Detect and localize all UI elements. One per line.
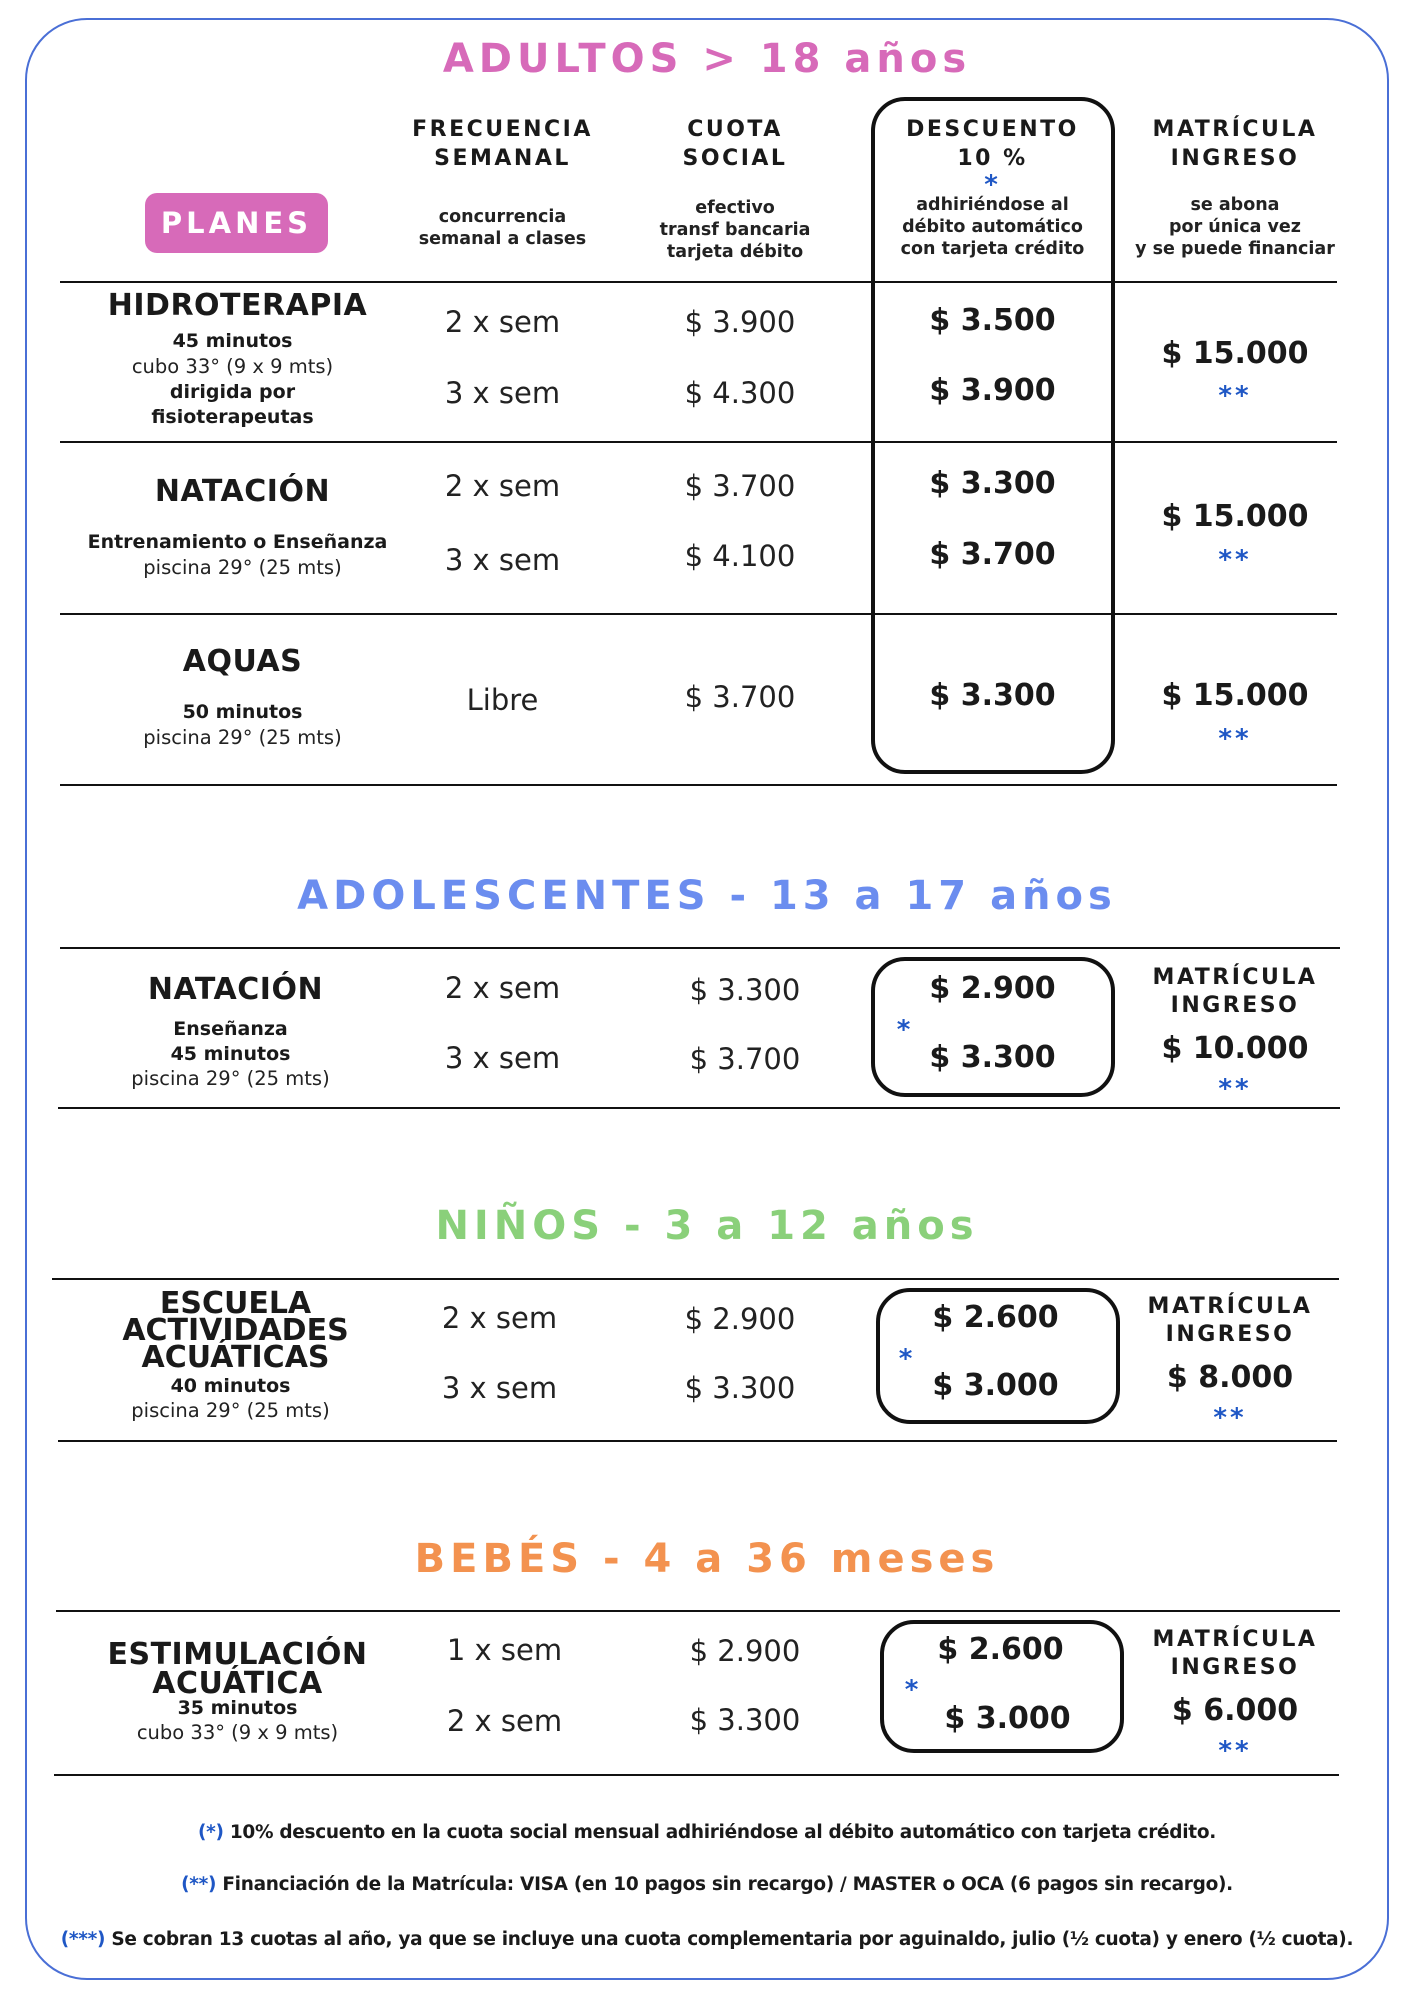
price: $ 3.700 xyxy=(684,680,796,714)
plan-name-aquas: AQUAS xyxy=(182,644,303,679)
price: $ 3.700 xyxy=(684,469,796,503)
planes-badge: PLANES xyxy=(145,193,328,253)
divider xyxy=(58,1107,1340,1109)
divider xyxy=(60,947,1340,949)
divider xyxy=(56,1610,1340,1612)
header-cuota-sub: efectivo transf bancaria tarjeta débito xyxy=(659,198,811,262)
discount-price: $ 3.000 xyxy=(944,1701,1071,1736)
divider xyxy=(60,784,1337,786)
matricula-title: MATRÍCULA INGRESO xyxy=(1152,1627,1318,1680)
frequency: 2 x sem xyxy=(444,469,561,503)
header-descuento-star: * xyxy=(984,170,1001,200)
discount-price: $ 3.300 xyxy=(929,466,1056,501)
divider xyxy=(60,613,1337,615)
price: $ 3.900 xyxy=(684,305,796,339)
plan-detail: cubo 33° (9 x 9 mts) xyxy=(131,355,334,378)
plan-detail: 45 minutos xyxy=(170,1043,291,1065)
discount-star: * xyxy=(904,1675,922,1705)
discount-price: $ 3.300 xyxy=(929,678,1056,713)
matricula-price: $ 6.000 xyxy=(1171,1693,1299,1728)
plan-detail: Enseñanza xyxy=(173,1018,288,1040)
matricula-price: $ 8.000 xyxy=(1166,1360,1294,1395)
discount-star: * xyxy=(898,1344,916,1374)
plan-name-natacion: NATACIÓN xyxy=(154,474,331,509)
matricula-stars: ** xyxy=(1218,545,1252,575)
plan-detail: cubo 33° (9 x 9 mts) xyxy=(136,1721,339,1744)
matricula-stars: ** xyxy=(1218,724,1252,754)
frequency: 2 x sem xyxy=(446,1704,563,1738)
frequency: 2 x sem xyxy=(441,1301,558,1335)
frequency: 3 x sem xyxy=(441,1371,558,1405)
discount-price: $ 2.900 xyxy=(929,971,1056,1006)
matricula-stars: ** xyxy=(1218,1074,1252,1104)
plan-detail: Entrenamiento o Enseñanza xyxy=(87,531,388,553)
price: $ 3.700 xyxy=(689,1042,801,1076)
frequency: 2 x sem xyxy=(444,971,561,1005)
header-cuota: CUOTA SOCIAL xyxy=(682,117,788,171)
plan-detail: piscina 29° (25 mts) xyxy=(131,1067,330,1090)
footnote-2 xyxy=(0,1874,1414,1895)
plan-detail: 40 minutos xyxy=(170,1375,291,1397)
matricula-title: MATRÍCULA INGRESO xyxy=(1152,965,1318,1018)
footnote-mark: (**) xyxy=(181,1874,217,1895)
plan-detail: piscina 29° (25 mts) xyxy=(143,556,342,579)
plan-detail: 50 minutos xyxy=(182,701,303,723)
plan-detail: 45 minutos xyxy=(172,330,293,352)
section-title-babies: BEBÉS - 4 a 36 meses xyxy=(414,1536,1000,1582)
matricula-price: $ 15.000 xyxy=(1161,499,1309,534)
plan-name-natacion-adolescentes: NATACIÓN xyxy=(147,972,324,1007)
divider xyxy=(60,441,1337,443)
discount-price: $ 3.000 xyxy=(932,1368,1059,1403)
section-title-kids: NIÑOS - 3 a 12 años xyxy=(435,1203,979,1249)
matricula-price: $ 15.000 xyxy=(1161,678,1309,713)
frequency: 3 x sem xyxy=(444,543,561,577)
price: $ 4.100 xyxy=(684,539,796,573)
discount-price: $ 3.300 xyxy=(929,1040,1056,1075)
plan-detail: dirigida por fisioterapeutas xyxy=(151,381,314,428)
frequency: 2 x sem xyxy=(444,305,561,339)
matricula-price: $ 10.000 xyxy=(1161,1031,1309,1066)
discount-price: $ 3.500 xyxy=(929,303,1056,338)
header-frecuencia-sub: concurrencia semanal a clases xyxy=(418,207,587,249)
header-frecuencia: FRECUENCIA SEMANAL xyxy=(412,117,593,171)
frequency: 3 x sem xyxy=(444,376,561,410)
matricula-stars: ** xyxy=(1218,1736,1252,1766)
matricula-stars: ** xyxy=(1218,381,1252,411)
frequency: 3 x sem xyxy=(444,1041,561,1075)
footnote-3 xyxy=(0,1929,1414,1950)
header-matricula-sub: se abona por única vez y se puede financiar xyxy=(1135,195,1335,259)
discount-price: $ 3.900 xyxy=(929,373,1056,408)
matricula-price: $ 15.000 xyxy=(1161,336,1309,371)
divider xyxy=(58,1440,1337,1442)
section-title-adolescents: ADOLESCENTES - 13 a 17 años xyxy=(297,873,1117,919)
discount-price: $ 3.700 xyxy=(929,537,1056,572)
plan-detail: piscina 29° (25 mts) xyxy=(131,1399,330,1422)
divider xyxy=(60,281,1337,283)
header-descuento: DESCUENTO 10 % xyxy=(906,117,1079,171)
discount-price: $ 2.600 xyxy=(932,1300,1059,1335)
plan-name-hidroterapia: HIDROTERAPIA xyxy=(107,288,368,323)
plan-name-estimulacion: ESTIMULACIÓN ACUÁTICA xyxy=(107,1637,368,1701)
discount-star: * xyxy=(896,1015,914,1045)
price: $ 3.300 xyxy=(689,1703,801,1737)
descuento-column-box xyxy=(871,97,1115,774)
header-matricula: MATRÍCULA INGRESO xyxy=(1152,117,1318,171)
footnote-text: Se cobran 13 cuotas al año, ya que se incluye una cuota complementaria por aguinaldo, julio (½ cuota) y enero (½ cuota). xyxy=(105,1929,1354,1950)
footnote-text: Financiación de la Matrícula: VISA (en 10 pagos sin recargo) / MASTER o OCA (6 pagos sin recargo). xyxy=(216,1874,1233,1895)
matricula-stars: ** xyxy=(1213,1403,1247,1433)
divider xyxy=(54,1774,1339,1776)
footnote-text: 10% descuento en la cuota social mensual adhiriéndose al débito automático con tarjeta crédito. xyxy=(223,1822,1216,1843)
price: $ 2.900 xyxy=(684,1302,796,1336)
price: $ 3.300 xyxy=(689,973,801,1007)
frequency: Libre xyxy=(466,683,539,717)
header-descuento-sub: adhiriéndose al débito automático con tarjeta crédito xyxy=(900,195,1085,259)
plan-name-escuela: ESCUELA ACTIVIDADES ACUÁTICAS xyxy=(122,1286,349,1375)
matricula-title: MATRÍCULA INGRESO xyxy=(1147,1294,1313,1347)
divider xyxy=(52,1278,1339,1280)
footnote-mark: (*) xyxy=(198,1822,224,1843)
price: $ 3.300 xyxy=(684,1371,796,1405)
price: $ 2.900 xyxy=(689,1634,801,1668)
plan-detail: 35 minutos xyxy=(177,1697,298,1719)
section-title-adults: ADULTOS > 18 años xyxy=(442,36,972,82)
plan-detail: piscina 29° (25 mts) xyxy=(143,726,342,749)
frequency: 1 x sem xyxy=(446,1633,563,1667)
discount-price: $ 2.600 xyxy=(937,1632,1064,1667)
price: $ 4.300 xyxy=(684,376,796,410)
footnote-1 xyxy=(0,1822,1414,1843)
footnote-mark: (***) xyxy=(60,1929,106,1950)
